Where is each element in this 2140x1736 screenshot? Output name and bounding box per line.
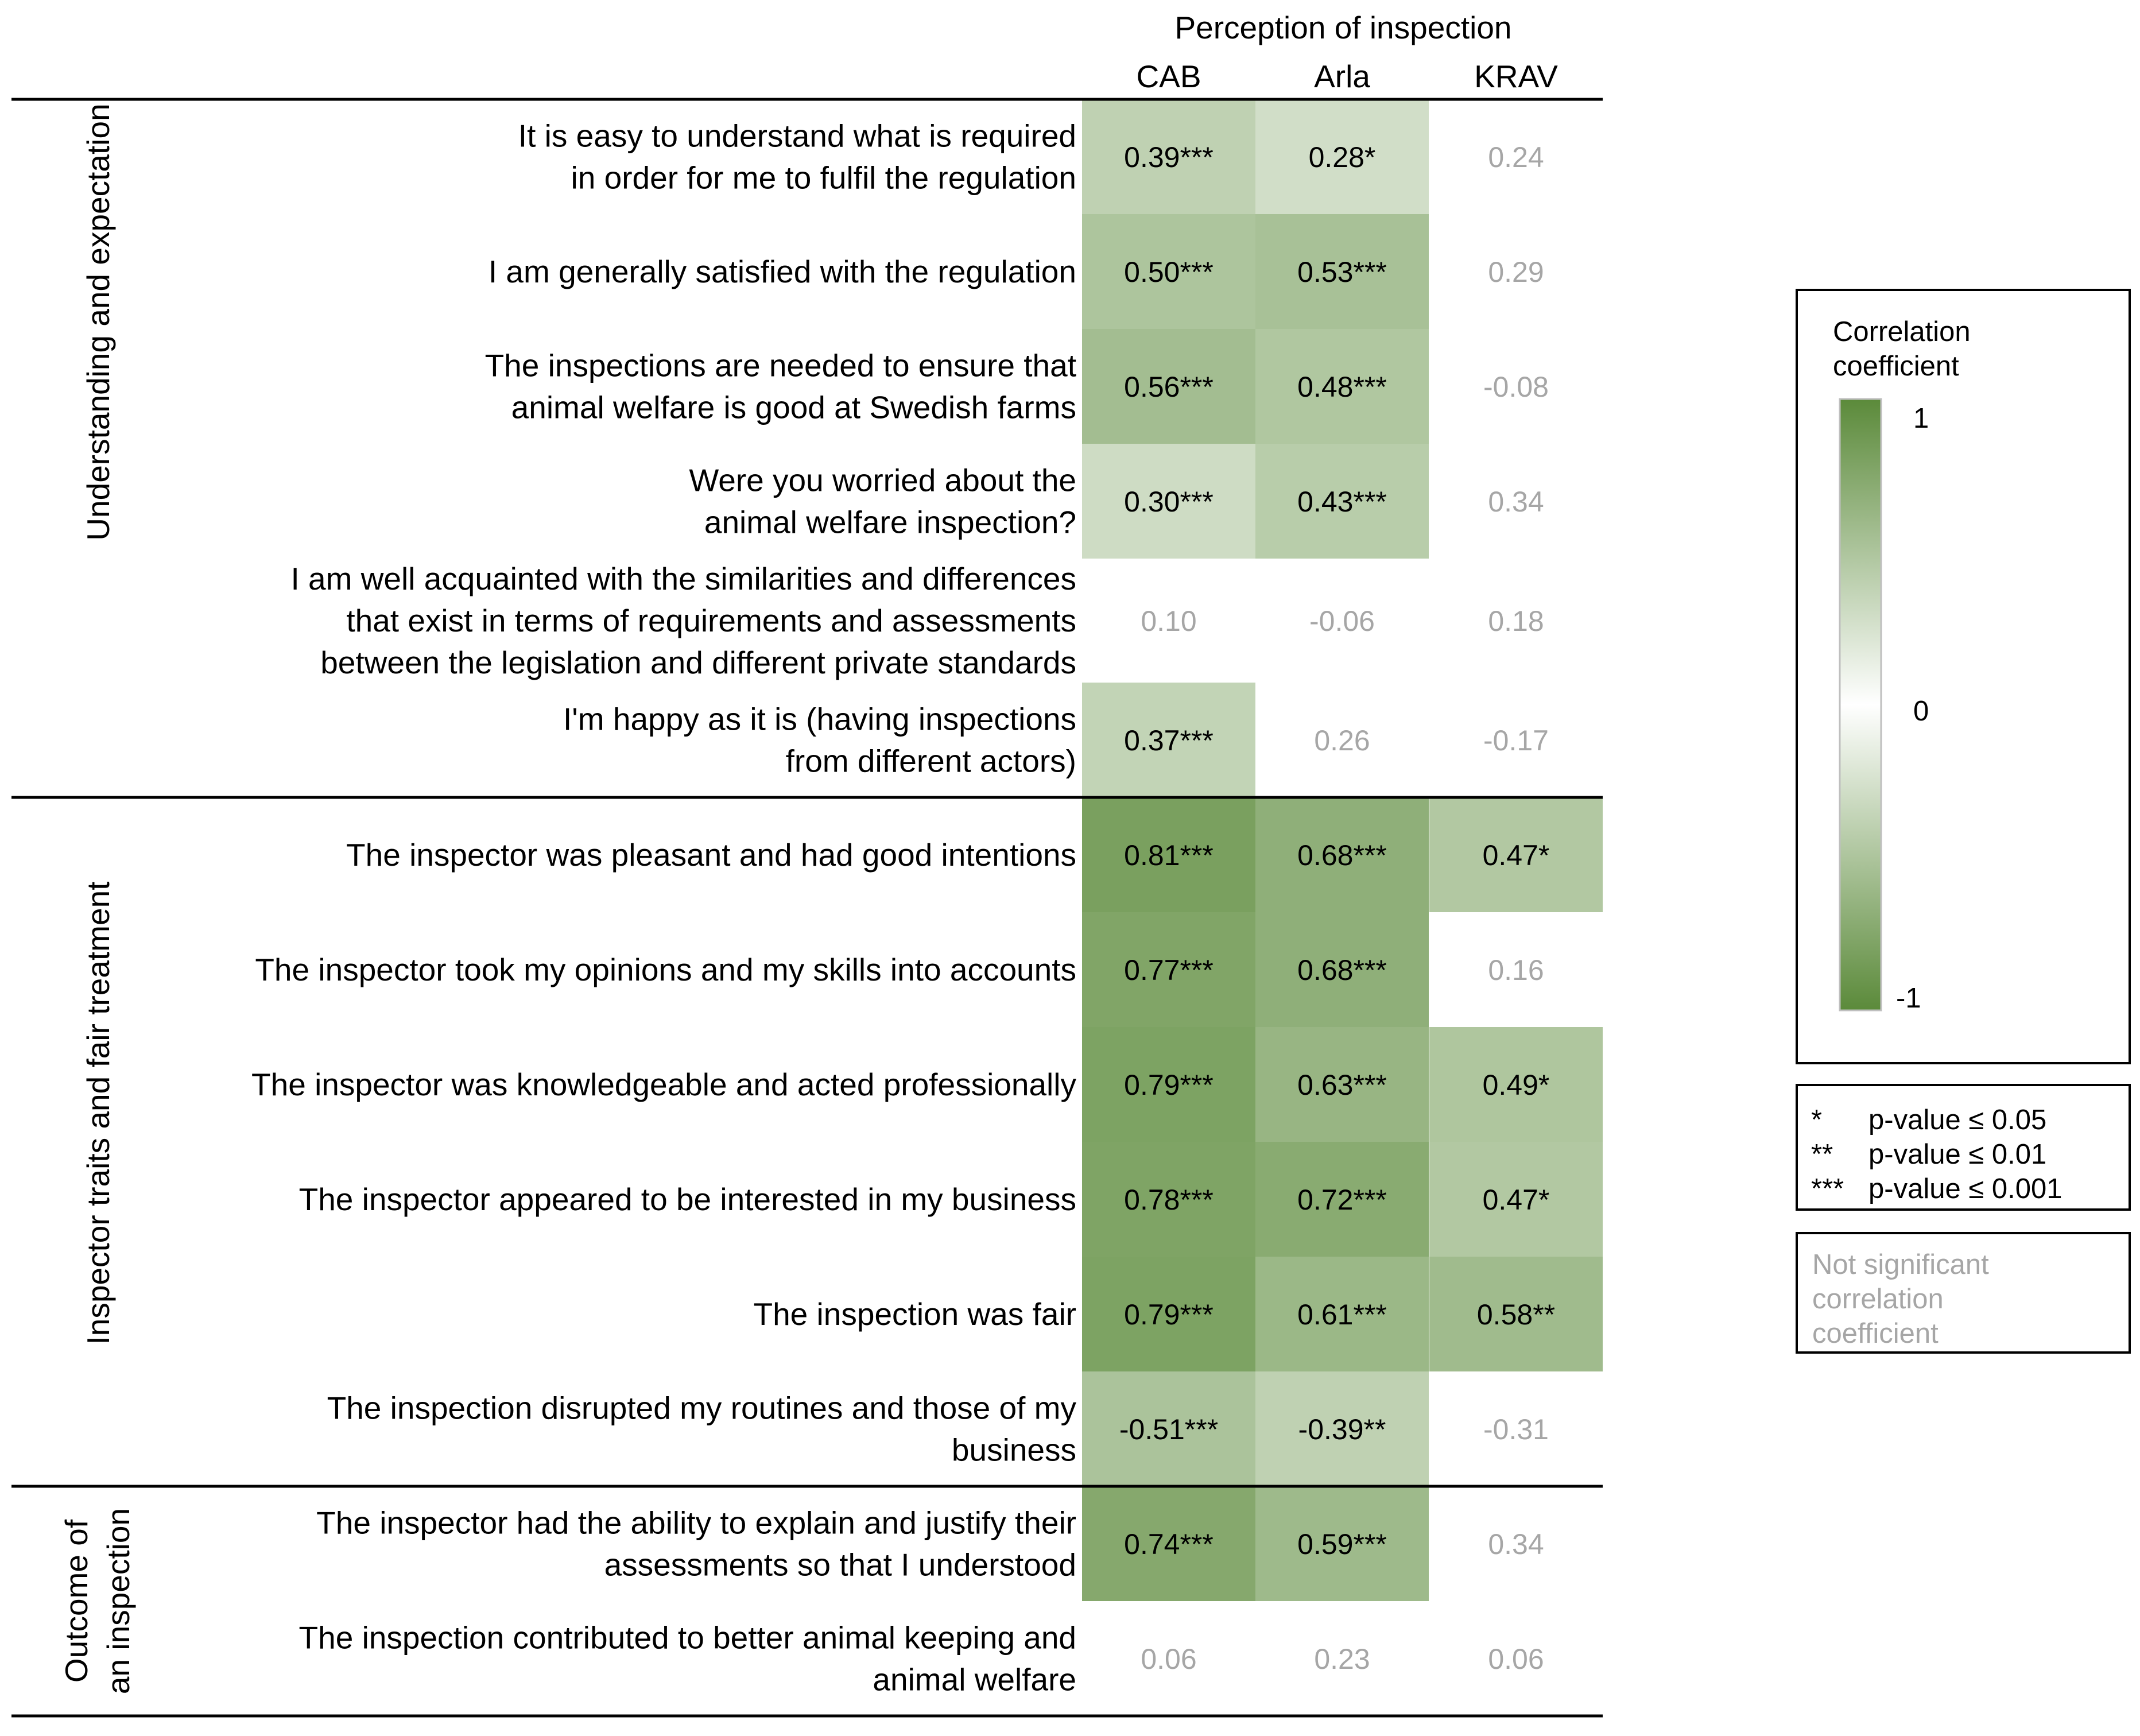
cell-value-r10-c2: 0.58** bbox=[1476, 1299, 1556, 1331]
cell-value-r2-c1: 0.48*** bbox=[1297, 371, 1387, 403]
ns-line-3: coefficient bbox=[1812, 1318, 1939, 1349]
cell-value-r11-c2: -0.31 bbox=[1483, 1413, 1549, 1446]
row-label-r12-line-1: assessments so that I understood bbox=[604, 1547, 1076, 1583]
cell-value-r8-c0: 0.79*** bbox=[1124, 1069, 1214, 1101]
row-label-r13-line-1: animal welfare bbox=[873, 1661, 1076, 1698]
cell-value-r9-c0: 0.78*** bbox=[1124, 1184, 1214, 1216]
row-label-r4-line-0: I am well acquainted with the similarities and differences bbox=[290, 561, 1076, 596]
row-label-r2-line-1: animal welfare is good at Swedish farms bbox=[511, 389, 1076, 425]
cell-value-r7-c0: 0.77*** bbox=[1124, 954, 1214, 986]
row-label-r5-line-1: from different actors) bbox=[785, 743, 1076, 779]
cell-value-r9-c1: 0.72*** bbox=[1297, 1184, 1387, 1216]
row-label-r2-line-0: The inspections are needed to ensure that bbox=[484, 347, 1076, 383]
row-label-r0-line-0: It is easy to understand what is required bbox=[518, 118, 1076, 154]
group-label-1-line-0: Inspector traits and fair treatment bbox=[80, 881, 116, 1345]
cell-value-r6-c0: 0.81*** bbox=[1124, 839, 1214, 871]
cell-value-r6-c2: 0.47* bbox=[1482, 839, 1550, 871]
column-header-krav: KRAV bbox=[1474, 59, 1558, 94]
row-label-r12-line-0: The inspector had the ability to explain and justify their bbox=[316, 1505, 1076, 1541]
pvalue-text-3: p-value ≤ 0.001 bbox=[1868, 1173, 2063, 1204]
cell-value-r10-c0: 0.79*** bbox=[1124, 1299, 1214, 1331]
chart-header bbox=[1136, 10, 1558, 94]
cell-value-r1-c1: 0.53*** bbox=[1297, 256, 1387, 288]
cell-value-r12-c2: 0.34 bbox=[1488, 1528, 1544, 1560]
legend-gradient-bar bbox=[1840, 399, 1881, 1010]
legend-not-significant bbox=[1797, 1233, 2130, 1353]
pvalue-stars-2: ** bbox=[1811, 1139, 1833, 1170]
cell-value-r2-c2: -0.08 bbox=[1483, 371, 1549, 403]
cell-value-r4-c2: 0.18 bbox=[1488, 605, 1544, 637]
cell-value-r13-c0: 0.06 bbox=[1141, 1643, 1197, 1675]
cell-value-r3-c1: 0.43*** bbox=[1297, 486, 1387, 518]
cell-value-r12-c0: 0.74*** bbox=[1124, 1528, 1214, 1560]
group-labels bbox=[59, 103, 136, 1694]
row-label-r4-line-2: between the legislation and different private standards bbox=[320, 645, 1076, 680]
cell-value-r7-c2: 0.16 bbox=[1488, 954, 1544, 986]
cell-value-r11-c1: -0.39** bbox=[1298, 1413, 1386, 1446]
legend-tick-min: -1 bbox=[1896, 983, 1921, 1014]
row-label-r4-line-1: that exist in terms of requirements and assessments bbox=[346, 603, 1076, 638]
cell-value-r4-c0: 0.10 bbox=[1141, 605, 1197, 637]
row-label-r10-line-0: The inspection was fair bbox=[753, 1296, 1076, 1332]
group-label-0-line-0: Understanding and expectation bbox=[80, 103, 116, 541]
row-label-r7-line-0: The inspector took my opinions and my skills into accounts bbox=[255, 952, 1076, 987]
group-label-2-line-1: an inspection bbox=[100, 1508, 136, 1695]
row-labels bbox=[251, 118, 1076, 1698]
cell-value-r5-c2: -0.17 bbox=[1483, 724, 1549, 757]
cell-value-r4-c1: -0.06 bbox=[1309, 605, 1375, 637]
row-label-r9-line-0: The inspector appeared to be interested in my business bbox=[298, 1181, 1076, 1217]
ns-line-1: Not significant bbox=[1812, 1249, 1989, 1280]
row-label-r3-line-1: animal welfare inspection? bbox=[704, 504, 1076, 540]
legend-title-line-2: coefficient bbox=[1833, 351, 1959, 382]
cell-value-r2-c0: 0.56*** bbox=[1124, 371, 1214, 403]
cell-value-r5-c1: 0.26 bbox=[1314, 724, 1370, 757]
row-label-r5-line-0: I'm happy as it is (having inspections bbox=[563, 701, 1076, 737]
column-header-arla: Arla bbox=[1314, 59, 1370, 94]
row-label-r8-line-0: The inspector was knowledgeable and acted professionally bbox=[251, 1067, 1076, 1102]
cell-value-r0-c0: 0.39*** bbox=[1124, 141, 1214, 173]
cell-value-r0-c1: 0.28* bbox=[1308, 141, 1376, 173]
group-label-2-line-0: Outcome of bbox=[59, 1519, 94, 1683]
cell-value-r8-c2: 0.49* bbox=[1482, 1069, 1550, 1101]
legend-tick-max: 1 bbox=[1913, 403, 1929, 434]
column-header-cab: CAB bbox=[1136, 59, 1201, 94]
ns-line-2: correlation bbox=[1812, 1284, 1944, 1315]
cell-value-r11-c0: -0.51*** bbox=[1119, 1413, 1219, 1446]
legend-tick-mid: 0 bbox=[1913, 696, 1929, 727]
cell-value-r1-c0: 0.50*** bbox=[1124, 256, 1214, 288]
legend-pvalues bbox=[1797, 1085, 2130, 1210]
cell-value-r13-c1: 0.23 bbox=[1314, 1643, 1370, 1675]
row-label-r1-line-0: I am generally satisfied with the regulation bbox=[488, 254, 1076, 289]
cell-value-r1-c2: 0.29 bbox=[1488, 256, 1544, 288]
row-label-r3-line-0: Were you worried about the bbox=[689, 462, 1076, 498]
cell-value-r5-c0: 0.37*** bbox=[1124, 724, 1214, 757]
cell-value-r12-c1: 0.59*** bbox=[1297, 1528, 1387, 1560]
pvalue-text-1: p-value ≤ 0.05 bbox=[1868, 1105, 2047, 1136]
legend-color-scale bbox=[1797, 290, 2130, 1063]
row-label-r11-line-1: business bbox=[951, 1432, 1076, 1468]
cell-value-r6-c1: 0.68*** bbox=[1297, 839, 1387, 871]
row-label-r0-line-1: in order for me to fulfil the regulation bbox=[571, 160, 1076, 196]
row-label-r6-line-0: The inspector was pleasant and had good intentions bbox=[346, 837, 1076, 873]
cell-value-r8-c1: 0.63*** bbox=[1297, 1069, 1387, 1101]
cell-value-r7-c1: 0.68*** bbox=[1297, 954, 1387, 986]
cell-value-r9-c2: 0.47* bbox=[1482, 1184, 1550, 1216]
cell-value-r3-c0: 0.30*** bbox=[1124, 486, 1214, 518]
chart-title: Perception of inspection bbox=[1174, 10, 1512, 45]
cell-value-r0-c2: 0.24 bbox=[1488, 141, 1544, 173]
cell-value-r13-c2: 0.06 bbox=[1488, 1643, 1544, 1675]
pvalue-stars-3: *** bbox=[1811, 1173, 1844, 1204]
cell-value-r3-c2: 0.34 bbox=[1488, 486, 1544, 518]
pvalue-stars-1: * bbox=[1811, 1105, 1823, 1136]
row-label-r11-line-0: The inspection disrupted my routines and those of my bbox=[327, 1390, 1076, 1426]
legend-title-line-1: Correlation bbox=[1833, 316, 1971, 347]
row-label-r13-line-0: The inspection contributed to better animal keeping and bbox=[298, 1619, 1076, 1656]
cell-value-r10-c1: 0.61*** bbox=[1297, 1299, 1387, 1331]
pvalue-text-2: p-value ≤ 0.01 bbox=[1868, 1139, 2047, 1170]
